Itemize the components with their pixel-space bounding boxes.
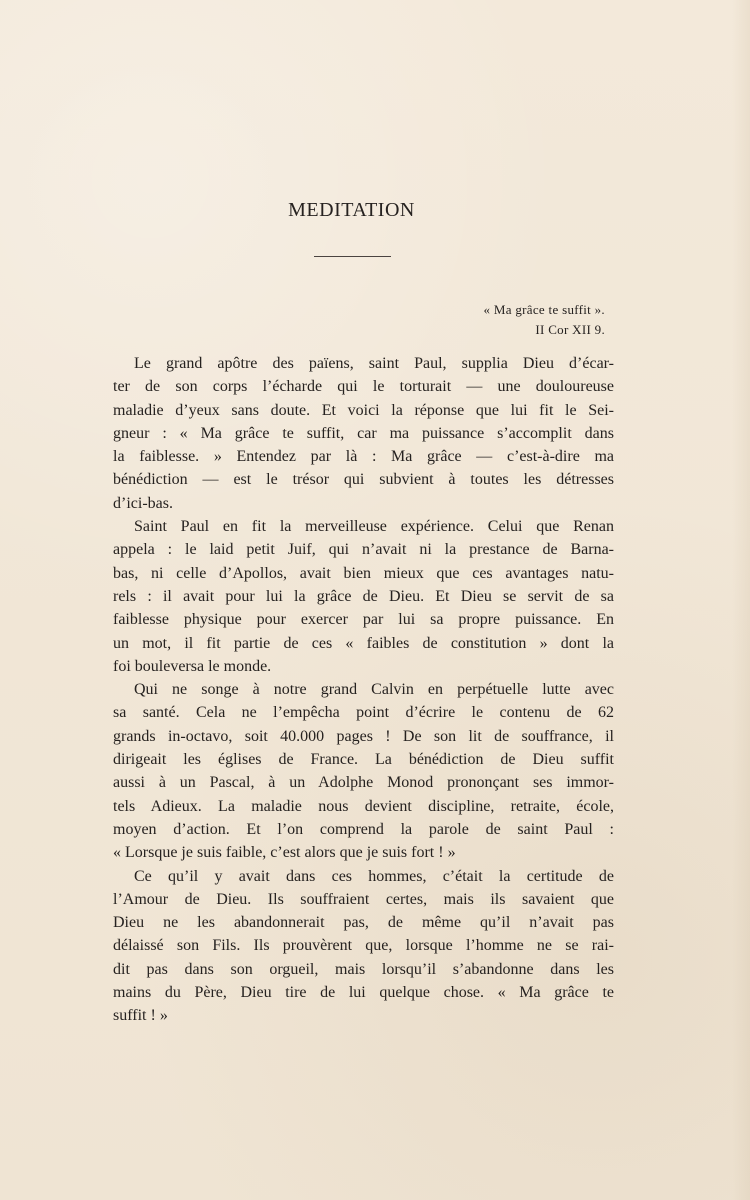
paragraph-3-line: tels Adieux. La maladie nous devient discipline, retraite, école, [113, 797, 614, 815]
paragraph-2-line: rels : il avait pour lui la grâce de Dieu. Et Dieu se servit de sa [113, 587, 614, 605]
paragraph-1-line: bénédiction — est le trésor qui subvient à toutes les détresses [113, 471, 614, 489]
paragraph-1-line: la faiblesse. » Entendez par là : Ma grâce — c’est-à-dire ma [113, 448, 614, 466]
paragraph-2-line: faiblesse physique pour exercer par lui sa propre puissance. En [113, 611, 614, 629]
paragraph-2-line: bas, ni celle d’Apollos, avait bien mieux que ces avantages natu- [113, 564, 614, 582]
paragraph-1-line: gneur : « Ma grâce te suffit, car ma puissance s’accomplit dans [113, 424, 614, 442]
paragraph-3-line: moyen d’action. Et l’on comprend la parole de saint Paul : [113, 820, 614, 838]
page-edge-shadow [732, 0, 750, 1200]
paragraph-4-line: délaissé son Fils. Ils prouvèrent que, lorsque l’homme ne se rai- [113, 937, 614, 955]
paragraph-2-line: appela : le laid petit Juif, qui n’avait ni la prestance de Barna- [113, 541, 614, 559]
paragraph-3-line: aussi à un Pascal, à un Adolphe Monod prononçant ses immor- [113, 774, 614, 792]
body-text [113, 352, 614, 1028]
paragraph-3-line: dirigeait les églises de France. La bénédiction de Dieu suffit [113, 751, 614, 769]
paragraph-2-line: Saint Paul en fit la merveilleuse expérience. Celui que Renan [134, 518, 614, 536]
epigraph-quote: « Ma grâce te suffit ». [483, 302, 605, 317]
paragraph-4-line: Ce qu’il y avait dans ces hommes, c’était la certitude de [134, 867, 614, 885]
paragraph-4-line: Dieu ne les abandonnerait pas, de même qu’il n’avait pas [113, 914, 614, 932]
paragraph-4-line: suffit ! » [113, 1007, 168, 1025]
paragraph-2-line: foi bouleversa le monde. [113, 657, 272, 675]
paragraph-1-line: d’ici-bas. [113, 494, 173, 512]
epigraph-reference: II Cor XII 9. [535, 322, 605, 337]
paragraph-1-line: ter de son corps l’écharde qui le torturait — une douloureuse [113, 378, 614, 396]
paragraph-3-line: grands in-octavo, soit 40.000 pages ! De son lit de souffrance, il [113, 727, 614, 745]
epigraph [430, 300, 605, 340]
paragraph-1-line: Le grand apôtre des païens, saint Paul, supplia Dieu d’écar- [134, 355, 614, 372]
paragraph-3-line: Qui ne songe à notre grand Calvin en perpétuelle lutte avec [134, 681, 614, 699]
paragraph-4-line: l’Amour de Dieu. Ils souffraient certes, mais ils savaient que [113, 890, 614, 908]
paragraph-3-line: sa santé. Cela ne l’empêcha point d’écrire le contenu de 62 [113, 704, 614, 722]
paragraph-4-line: mains du Père, Dieu tire de lui quelque chose. « Ma grâce te [113, 984, 614, 1002]
page-title: MEDITATION [288, 199, 415, 221]
paragraph-1-line: maladie d’yeux sans doute. Et voici la réponse que lui fit le Sei- [113, 401, 614, 419]
title-rule [314, 256, 391, 257]
paragraph-2-line: un mot, il fit partie de ces « faibles de constitution » dont la [113, 634, 614, 652]
paragraph-3-line: « Lorsque je suis faible, c’est alors que je suis fort ! » [113, 844, 456, 862]
paragraph-4-line: dit pas dans son orgueil, mais lorsqu’il s’abandonne dans les [113, 960, 614, 978]
